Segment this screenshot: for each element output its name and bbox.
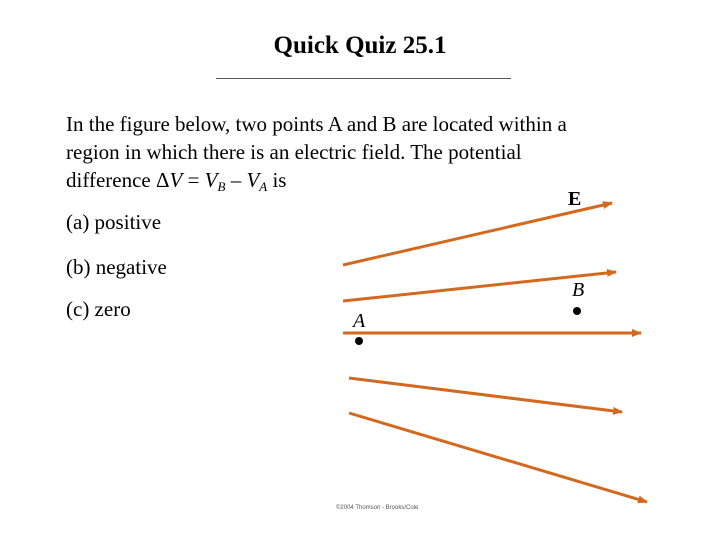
slide-title: Quick Quiz 25.1 (273, 32, 447, 59)
question-line-2: region in which there is an electric field. The potential (66, 140, 522, 164)
field-line-5 (349, 413, 647, 502)
point-a-label: A (353, 310, 366, 332)
point-b-label: B (572, 279, 585, 301)
field-line-4 (349, 378, 622, 412)
field-label-e: E (568, 188, 582, 210)
option-a: (a) positive (66, 210, 162, 234)
field-line-1 (343, 203, 612, 265)
point-a-dot (355, 337, 363, 345)
question-line-1: In the figure below, two points A and B are located within a (66, 112, 567, 136)
point-b-dot (573, 307, 581, 315)
copyright-text: ©2004 Thomson - Brooks/Cole (336, 505, 419, 511)
option-c: (c) zero (66, 297, 131, 321)
question-line-3: difference $\Delta V = V_B - V_A$ is (66, 168, 287, 194)
option-b: (b) negative (66, 255, 167, 279)
